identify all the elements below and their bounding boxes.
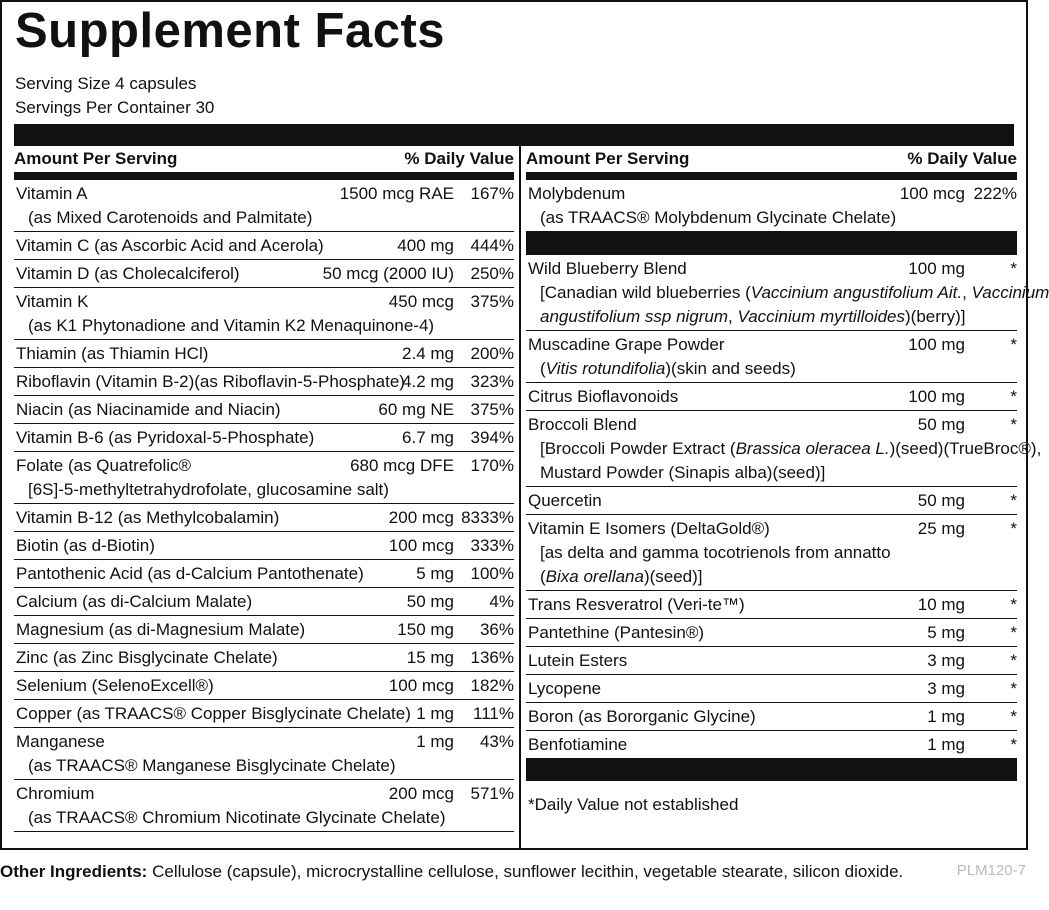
ingredient-row bbox=[526, 647, 1017, 675]
nutrient-row bbox=[14, 644, 514, 672]
ingredient-dv: * bbox=[1010, 415, 1017, 434]
nutrient-source: [6S]-5-methyltetrahydrofolate, glucosamine salt) bbox=[28, 480, 389, 499]
other-ingredients-label: Other Ingredients: bbox=[0, 862, 148, 881]
nutrient-dv: 136% bbox=[470, 648, 514, 667]
nutrient-row bbox=[14, 780, 514, 832]
nutrient-amount: 6.7 mg bbox=[402, 428, 454, 447]
serving-size: Serving Size 4 capsules bbox=[15, 74, 197, 93]
ingredient-dv: * bbox=[1010, 259, 1017, 278]
left-nutrient-list bbox=[14, 180, 514, 832]
product-code: PLM120-7 bbox=[956, 862, 1026, 879]
ingredient-name: Benfotiamine bbox=[528, 735, 628, 754]
ingredient-amount: 50 mg bbox=[917, 491, 965, 510]
ingredient-detail: Mustard Powder (Sinapis alba)(seed)] bbox=[540, 463, 826, 482]
nutrient-name: Manganese bbox=[16, 732, 105, 751]
ingredient-row bbox=[526, 619, 1017, 647]
ingredient-amount: 100 mg bbox=[908, 387, 965, 406]
nutrient-row bbox=[526, 180, 1017, 232]
ingredient-detail: (Vitis rotundifolia)(skin and seeds) bbox=[540, 359, 796, 378]
ingredient-dv: * bbox=[1010, 707, 1017, 726]
ingredient-row bbox=[526, 487, 1017, 515]
ingredient-dv: * bbox=[1010, 735, 1017, 754]
nutrient-row bbox=[14, 672, 514, 700]
nutrient-name: Copper (as TRAACS® Copper Bisglycinate Chelate) bbox=[16, 704, 411, 723]
nutrient-name: Chromium bbox=[16, 784, 95, 803]
nutrient-amount: 50 mcg (2000 IU) bbox=[322, 264, 454, 283]
panel-title: Supplement Facts bbox=[15, 4, 446, 58]
left-column-header bbox=[14, 146, 514, 172]
nutrient-name: Pantothenic Acid (as d-Calcium Pantothenate) bbox=[16, 564, 364, 583]
ingredient-name: Lycopene bbox=[528, 679, 602, 698]
nutrient-source: (as Mixed Carotenoids and Palmitate) bbox=[28, 208, 313, 227]
nutrient-row bbox=[14, 728, 514, 780]
ingredient-row bbox=[526, 675, 1017, 703]
ingredient-dv: * bbox=[1010, 595, 1017, 614]
right-column bbox=[526, 146, 1049, 817]
nutrient-row bbox=[14, 588, 514, 616]
ingredient-name: Muscadine Grape Powder bbox=[528, 335, 725, 354]
nutrient-row bbox=[14, 424, 514, 452]
ingredient-amount: 10 mg bbox=[917, 595, 965, 614]
nutrient-dv: 323% bbox=[470, 372, 514, 391]
right-column-header bbox=[526, 146, 1017, 172]
ingredient-detail: [Broccoli Powder Extract (Brassica oleracea L.)(seed)(TrueBroc®), bbox=[540, 439, 1042, 458]
daily-value-footnote: *Daily Value not established bbox=[528, 795, 739, 814]
ingredient-name: Pantethine (Pantesin®) bbox=[528, 623, 705, 642]
nutrient-name: Biotin (as d-Biotin) bbox=[16, 536, 155, 555]
nutrient-name: Vitamin B-12 (as Methylcobalamin) bbox=[16, 508, 280, 527]
other-ingredients-text: Cellulose (capsule), microcrystalline cellulose, sunflower lecithin, vegetable stearate, silicon dioxide. bbox=[147, 862, 904, 881]
ingredient-amount: 25 mg bbox=[917, 519, 965, 538]
nutrient-name: Riboflavin (Vitamin B-2)(as Riboflavin-5-Phosphate) bbox=[16, 372, 405, 391]
nutrient-dv: 333% bbox=[470, 536, 514, 555]
nutrient-amount: 15 mg bbox=[406, 648, 454, 667]
nutrient-amount: 200 mcg bbox=[388, 508, 454, 527]
ingredient-dv: * bbox=[1010, 519, 1017, 538]
ingredient-detail: angustifolium ssp nigrum, Vaccinium myrtilloides)(berry)] bbox=[540, 307, 966, 326]
nutrient-row bbox=[14, 368, 514, 396]
ingredient-row bbox=[526, 591, 1017, 619]
ingredient-row bbox=[526, 383, 1017, 411]
ingredient-name: Citrus Bioflavonoids bbox=[528, 387, 679, 406]
nutrient-amount: 200 mcg bbox=[388, 784, 454, 803]
ingredient-dv: * bbox=[1010, 491, 1017, 510]
nutrient-source: (as TRAACS® Manganese Bisglycinate Chelate) bbox=[28, 756, 396, 775]
amount-per-serving-label: Amount Per Serving bbox=[526, 149, 690, 168]
daily-value-label: % Daily Value bbox=[907, 149, 1017, 168]
nutrient-name: Zinc (as Zinc Bisglycinate Chelate) bbox=[16, 648, 278, 667]
right-nutrient-list bbox=[526, 180, 1017, 232]
nutrient-amount: 1 mg bbox=[416, 732, 454, 751]
ingredient-detail: (Bixa orellana)(seed)] bbox=[540, 567, 703, 586]
nutrient-dv: 394% bbox=[470, 428, 514, 447]
nutrient-row bbox=[14, 560, 514, 588]
nutrient-amount: 100 mcg bbox=[388, 676, 454, 695]
nutrient-amount: 100 mcg bbox=[899, 184, 965, 203]
nutrient-amount: 50 mg bbox=[406, 592, 454, 611]
section-divider-bar bbox=[526, 232, 1017, 255]
nutrient-dv: 100% bbox=[470, 564, 514, 583]
nutrient-amount: 60 mg NE bbox=[378, 400, 454, 419]
nutrient-row bbox=[14, 532, 514, 560]
ingredient-row bbox=[526, 331, 1017, 383]
ingredient-row bbox=[526, 411, 1042, 487]
nutrient-dv: 4% bbox=[489, 592, 514, 611]
nutrient-amount: 400 mg bbox=[397, 236, 454, 255]
nutrient-dv: 444% bbox=[470, 236, 514, 255]
nutrient-name: Folate (as Quatrefolic® bbox=[16, 456, 192, 475]
section-divider-bar bbox=[526, 758, 1017, 781]
nutrient-amount: 150 mg bbox=[397, 620, 454, 639]
nutrient-dv: 250% bbox=[470, 264, 514, 283]
ingredient-amount: 100 mg bbox=[908, 335, 965, 354]
nutrient-row bbox=[14, 700, 514, 728]
nutrient-row bbox=[14, 288, 514, 340]
ingredient-amount: 100 mg bbox=[908, 259, 965, 278]
ingredient-dv: * bbox=[1010, 679, 1017, 698]
nutrient-row bbox=[14, 396, 514, 424]
ingredient-row bbox=[526, 703, 1017, 731]
nutrient-dv: 170% bbox=[470, 456, 514, 475]
ingredient-amount: 3 mg bbox=[927, 679, 965, 698]
daily-value-label: % Daily Value bbox=[404, 149, 514, 168]
nutrient-row bbox=[14, 340, 514, 368]
amount-per-serving-label: Amount Per Serving bbox=[14, 149, 178, 168]
nutrient-amount: 5 mg bbox=[416, 564, 454, 583]
ingredient-row bbox=[526, 515, 1017, 591]
nutrient-dv: 111% bbox=[473, 704, 514, 723]
ingredient-amount: 50 mg bbox=[917, 415, 965, 434]
nutrient-amount: 450 mcg bbox=[388, 292, 454, 311]
nutrient-name: Vitamin C (as Ascorbic Acid and Acerola) bbox=[16, 236, 324, 255]
header-bar bbox=[526, 172, 1017, 180]
header-bar bbox=[14, 172, 514, 180]
nutrient-name: Vitamin B-6 (as Pyridoxal-5-Phosphate) bbox=[16, 428, 315, 447]
ingredient-dv: * bbox=[1010, 623, 1017, 642]
ingredient-name: Boron (as Bororganic Glycine) bbox=[528, 707, 756, 726]
nutrient-dv: 167% bbox=[470, 184, 514, 203]
nutrient-dv: 200% bbox=[470, 344, 514, 363]
nutrient-row bbox=[14, 452, 514, 504]
nutrient-row bbox=[14, 504, 514, 532]
ingredient-name: Quercetin bbox=[528, 491, 602, 510]
nutrient-name: Selenium (SelenoExcell®) bbox=[16, 676, 214, 695]
servings-per-container: Servings Per Container 30 bbox=[15, 98, 215, 117]
nutrient-amount: 4.2 mg bbox=[402, 372, 454, 391]
nutrient-name: Thiamin (as Thiamin HCl) bbox=[16, 344, 209, 363]
nutrient-row bbox=[14, 180, 514, 232]
nutrient-dv: 222% bbox=[973, 184, 1017, 203]
ingredient-dv: * bbox=[1010, 651, 1017, 670]
ingredient-amount: 5 mg bbox=[927, 623, 965, 642]
nutrient-dv: 375% bbox=[470, 292, 514, 311]
ingredient-name: Broccoli Blend bbox=[528, 415, 637, 434]
nutrient-dv: 43% bbox=[479, 732, 514, 751]
ingredient-detail: [as delta and gamma tocotrienols from annatto bbox=[540, 543, 891, 562]
nutrient-row bbox=[14, 260, 514, 288]
nutrient-name: Niacin (as Niacinamide and Niacin) bbox=[16, 400, 281, 419]
nutrient-name: Molybdenum bbox=[528, 184, 626, 203]
nutrient-amount: 1500 mcg RAE bbox=[339, 184, 454, 203]
ingredient-amount: 1 mg bbox=[927, 735, 965, 754]
top-divider-bar bbox=[14, 124, 1014, 146]
nutrient-name: Vitamin A bbox=[16, 184, 88, 203]
ingredient-amount: 3 mg bbox=[927, 651, 965, 670]
nutrient-dv: 375% bbox=[470, 400, 514, 419]
nutrient-name: Calcium (as di-Calcium Malate) bbox=[16, 592, 253, 611]
nutrient-row bbox=[14, 232, 514, 260]
nutrient-dv: 182% bbox=[470, 676, 514, 695]
ingredient-name: Wild Blueberry Blend bbox=[528, 259, 687, 278]
left-column bbox=[14, 146, 514, 832]
other-ingredients bbox=[0, 860, 903, 884]
ingredient-name: Lutein Esters bbox=[528, 651, 628, 670]
ingredient-row bbox=[526, 255, 1049, 331]
nutrient-source: (as TRAACS® Chromium Nicotinate Glycinate Chelate) bbox=[28, 808, 446, 827]
nutrient-dv: 8333% bbox=[461, 508, 514, 527]
nutrient-name: Vitamin K bbox=[16, 292, 89, 311]
nutrient-amount: 2.4 mg bbox=[402, 344, 454, 363]
nutrient-amount: 100 mcg bbox=[388, 536, 454, 555]
nutrient-row bbox=[14, 616, 514, 644]
ingredient-detail: [Canadian wild blueberries (Vaccinium angustifolium Ait., Vaccinium bbox=[540, 283, 1049, 302]
ingredient-name: Vitamin E Isomers (DeltaGold®) bbox=[528, 519, 770, 538]
nutrient-amount: 680 mcg DFE bbox=[350, 456, 454, 475]
nutrient-source: (as TRAACS® Molybdenum Glycinate Chelate) bbox=[540, 208, 897, 227]
ingredient-dv: * bbox=[1010, 387, 1017, 406]
ingredient-row bbox=[526, 731, 1017, 758]
column-divider bbox=[519, 146, 521, 850]
nutrient-dv: 36% bbox=[479, 620, 514, 639]
ingredient-dv: * bbox=[1010, 335, 1017, 354]
nutrient-amount: 1 mg bbox=[416, 704, 454, 723]
ingredient-amount: 1 mg bbox=[927, 707, 965, 726]
nutrient-name: Magnesium (as di-Magnesium Malate) bbox=[16, 620, 306, 639]
nutrient-dv: 571% bbox=[470, 784, 514, 803]
nutrient-source: (as K1 Phytonadione and Vitamin K2 Menaquinone-4) bbox=[28, 316, 435, 335]
ingredient-name: Trans Resveratrol (Veri-te™) bbox=[528, 595, 745, 614]
nutrient-name: Vitamin D (as Cholecalciferol) bbox=[16, 264, 240, 283]
